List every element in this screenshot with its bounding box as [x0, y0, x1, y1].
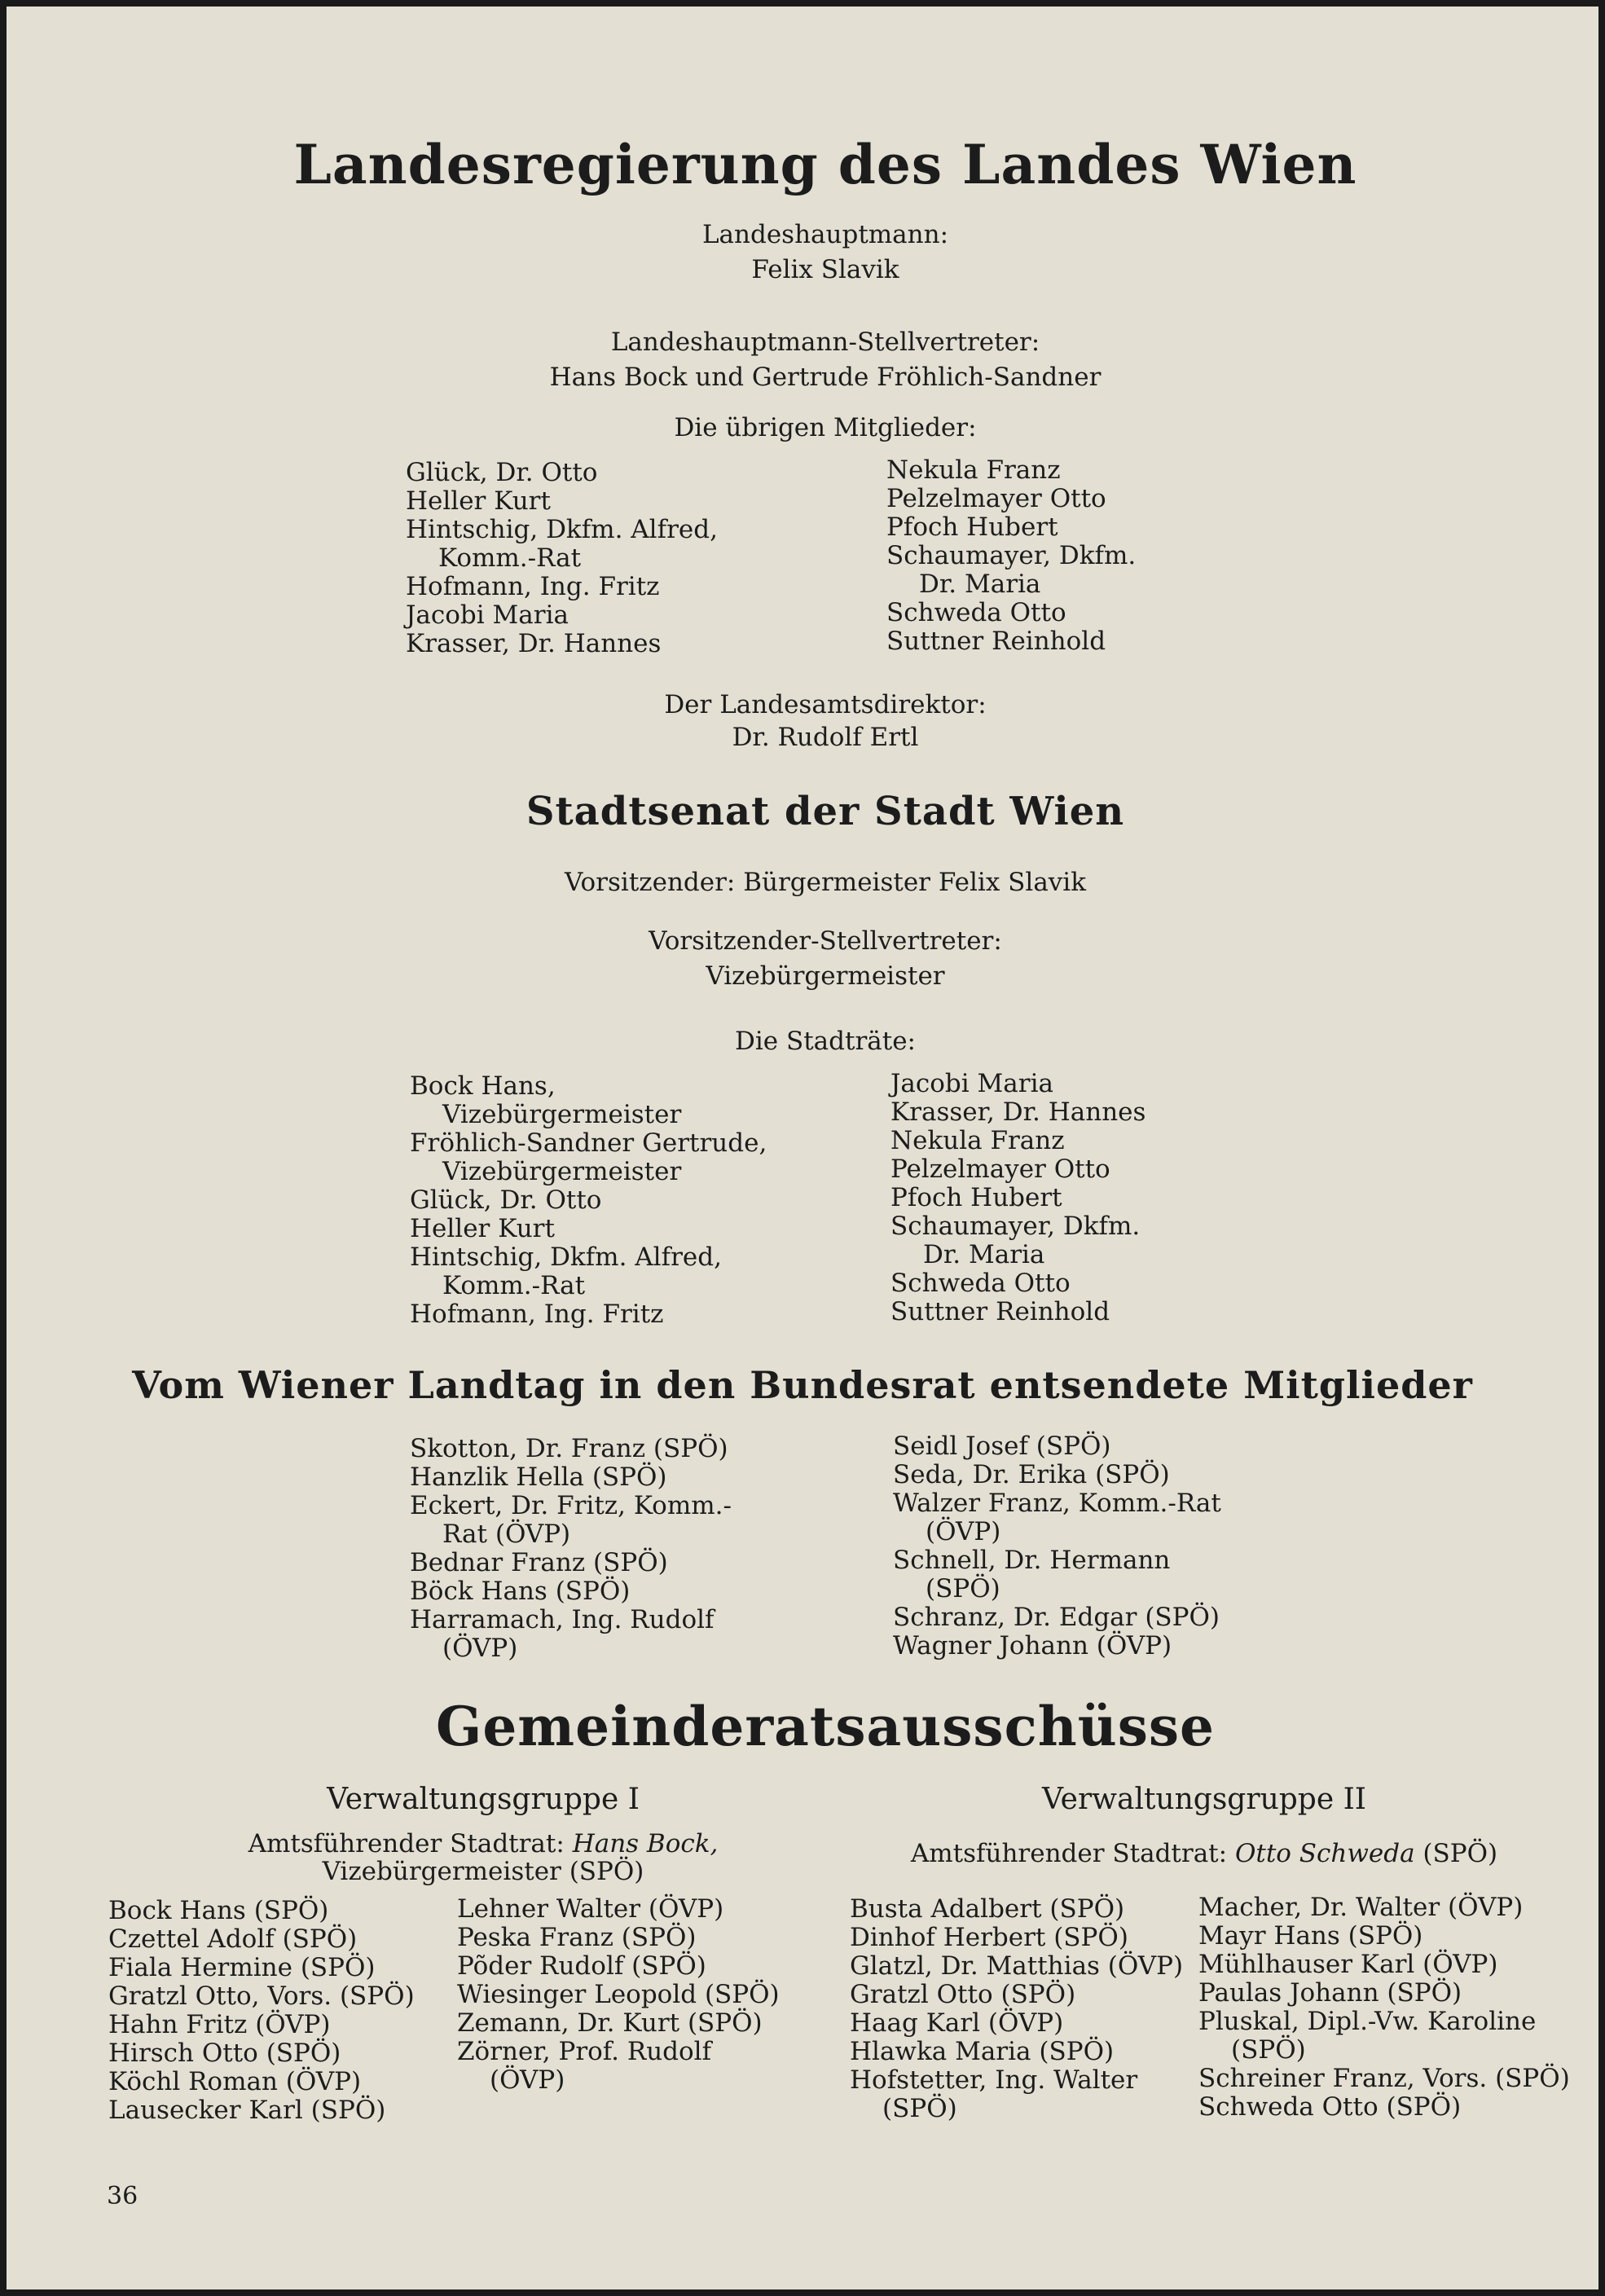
group1-title: Verwaltungsgruppe I	[327, 1783, 640, 1816]
list-item: Skotton, Dr. Franz (SPÖ)	[410, 1434, 728, 1463]
list-item: Pfoch Hubert	[890, 1183, 1062, 1212]
stadtsenat-vice-label: Vorsitzender-Stellvertreter:	[649, 926, 1002, 956]
list-item: (SPÖ)	[926, 1574, 1000, 1603]
list-item: (ÖVP)	[926, 1517, 1001, 1546]
list-item: Czettel Adolf (SPÖ)	[108, 1924, 358, 1954]
list-item: Köchl Roman (ÖVP)	[108, 2067, 362, 2096]
group1-lead-name: Hans Bock,	[572, 1829, 719, 1858]
title-stadtsenat: Stadtsenat der Stadt Wien	[525, 789, 1125, 834]
list-item: Paulas Johann (SPÖ)	[1198, 1978, 1462, 2008]
list-item: Schweda Otto	[890, 1269, 1071, 1298]
list-item: Dr. Maria	[923, 1240, 1045, 1269]
list-item: Rat (ÖVP)	[442, 1520, 571, 1549]
list-item: Hirsch Otto (SPÖ)	[108, 2039, 341, 2068]
list-item: Hintschig, Dkfm. Alfred,	[410, 1243, 722, 1272]
group1-lead-line2: Vizebürgermeister (SPÖ)	[322, 1857, 644, 1886]
list-item: Glatzl, Dr. Matthias (ÖVP)	[850, 1951, 1184, 1981]
list-item: Pelzelmayer Otto	[890, 1155, 1110, 1184]
title-bundesrat: Vom Wiener Landtag in den Bundesrat entsendete Mitglieder	[132, 1363, 1473, 1407]
list-item: Hofmann, Ing. Fritz	[410, 1300, 664, 1329]
group2-lead-name: Otto Schweda	[1234, 1839, 1415, 1868]
list-item: Põder Rudolf (SPÖ)	[457, 1951, 706, 1981]
list-item: Pfoch Hubert	[886, 512, 1058, 542]
list-item: Seda, Dr. Erika (SPÖ)	[893, 1460, 1170, 1489]
list-item: Lehner Walter (ÖVP)	[457, 1894, 724, 1924]
list-item: Walzer Franz, Komm.-Rat	[893, 1489, 1221, 1518]
list-item: Pluskal, Dipl.-Vw. Karoline	[1198, 2007, 1537, 2036]
bundesrat-members-left	[410, 1435, 732, 1663]
list-item: Schaumayer, Dkfm.	[890, 1212, 1141, 1241]
list-item: (ÖVP)	[442, 1634, 518, 1663]
group2-members-col1	[850, 1895, 1183, 2123]
landeshauptmann-label: Landeshauptmann:	[701, 220, 949, 249]
list-item: Gratzl Otto, Vors. (SPÖ)	[108, 1982, 415, 2011]
list-item: Wagner Johann (ÖVP)	[893, 1631, 1172, 1660]
landeshauptmann-name: Felix Slavik	[751, 255, 899, 284]
list-item: Hanzlik Hella (SPÖ)	[410, 1462, 667, 1492]
group2-lead-prefix: Amtsführender Stadtrat:	[910, 1839, 1235, 1868]
list-item: Komm.-Rat	[438, 543, 582, 573]
list-item: (SPÖ)	[1231, 2035, 1306, 2065]
list-item: Komm.-Rat	[442, 1271, 586, 1300]
list-item: Lausecker Karl (SPÖ)	[108, 2096, 386, 2125]
list-item: (SPÖ)	[882, 2094, 957, 2123]
bundesrat-members-right	[893, 1432, 1221, 1660]
list-item: Nekula Franz	[886, 455, 1061, 485]
list-item: Zörner, Prof. Rudolf	[457, 2037, 712, 2066]
landeshauptmann-stv-label: Landeshauptmann-Stellvertreter:	[610, 328, 1040, 357]
list-item: Krasser, Dr. Hannes	[406, 629, 662, 658]
list-item: Peska Franz (SPÖ)	[457, 1923, 697, 1952]
list-item: Hahn Fritz (ÖVP)	[108, 2010, 331, 2039]
group1-lead	[153, 1830, 813, 1858]
stadtsenat-chair: Vorsitzender: Bürgermeister Felix Slavik	[564, 868, 1087, 897]
list-item: Fiala Hermine (SPÖ)	[108, 1953, 376, 1982]
list-item: Krasser, Dr. Hannes	[890, 1097, 1146, 1127]
list-item: Gratzl Otto (SPÖ)	[850, 1980, 1076, 2009]
list-item: Busta Adalbert (SPÖ)	[850, 1894, 1125, 1924]
list-item: Zemann, Dr. Kurt (SPÖ)	[457, 2008, 763, 2038]
list-item: Vizebürgermeister	[442, 1100, 682, 1129]
list-item: Suttner Reinhold	[890, 1297, 1110, 1326]
group1-members-col2	[457, 1895, 780, 2095]
list-item: Dinhof Herbert (SPÖ)	[850, 1923, 1128, 1952]
members-label: Die übrigen Mitglieder:	[674, 413, 977, 442]
list-item: Haag Karl (ÖVP)	[850, 2008, 1064, 2038]
list-item: Hintschig, Dkfm. Alfred,	[406, 515, 718, 544]
list-item: Dr. Maria	[919, 570, 1041, 599]
landesregierung-members-right	[886, 456, 1136, 656]
title-landesregierung: Landesregierung des Landes Wien	[293, 133, 1357, 196]
list-item: Glück, Dr. Otto	[410, 1185, 602, 1215]
list-item: Schweda Otto (SPÖ)	[1198, 2092, 1462, 2122]
stadtsenat-members-left	[410, 1072, 767, 1329]
list-item: (ÖVP)	[490, 2065, 565, 2095]
list-item: Schranz, Dr. Edgar (SPÖ)	[893, 1603, 1220, 1632]
list-item: Hlawka Maria (SPÖ)	[850, 2037, 1115, 2066]
list-item: Jacobi Maria	[890, 1069, 1053, 1098]
list-item: Pelzelmayer Otto	[886, 484, 1106, 513]
director-name: Dr. Rudolf Ertl	[732, 723, 919, 752]
list-item: Böck Hans (SPÖ)	[410, 1577, 631, 1606]
landesregierung-members-left	[406, 459, 718, 658]
group2-title: Verwaltungsgruppe II	[1041, 1783, 1367, 1816]
list-item: Glück, Dr. Otto	[406, 458, 598, 487]
list-item: Macher, Dr. Walter (ÖVP)	[1198, 1893, 1524, 1922]
stadtraete-label: Die Stadträte:	[735, 1027, 916, 1056]
group2-members-col2	[1198, 1894, 1570, 2122]
list-item: Heller Kurt	[406, 486, 551, 516]
list-item: Seidl Josef (SPÖ)	[893, 1432, 1111, 1461]
list-item: Bock Hans,	[410, 1071, 556, 1101]
list-item: Schreiner Franz, Vors. (SPÖ)	[1198, 2064, 1570, 2093]
director-label: Der Landesamtsdirektor:	[664, 690, 987, 719]
list-item: Bednar Franz (SPÖ)	[410, 1548, 668, 1577]
group2-lead	[854, 1840, 1554, 1868]
landeshauptmann-stv-names: Hans Bock und Gertrude Fröhlich-Sandner	[549, 363, 1102, 392]
list-item: Mayr Hans (SPÖ)	[1198, 1921, 1423, 1951]
list-item: Schweda Otto	[886, 598, 1066, 627]
list-item: Heller Kurt	[410, 1214, 555, 1243]
title-ausschuesse: Gemeinderatsausschüsse	[435, 1695, 1216, 1758]
group1-lead-prefix: Amtsführender Stadtrat:	[248, 1829, 573, 1858]
document-page	[7, 7, 1598, 2289]
page-number: 36	[107, 2182, 139, 2210]
list-item: Wiesinger Leopold (SPÖ)	[457, 1980, 780, 2009]
list-item: Nekula Franz	[890, 1126, 1065, 1155]
group1-members-col1	[108, 1897, 415, 2125]
list-item: Eckert, Dr. Fritz, Komm.-	[410, 1491, 732, 1520]
group2-lead-suffix: (SPÖ)	[1414, 1839, 1498, 1868]
list-item: Hofstetter, Ing. Walter	[850, 2065, 1138, 2095]
stadtsenat-vice-value: Vizebürgermeister	[706, 961, 945, 991]
stadtsenat-members-right	[890, 1070, 1145, 1326]
list-item: Schnell, Dr. Hermann	[893, 1546, 1171, 1575]
list-item: Schaumayer, Dkfm.	[886, 541, 1137, 570]
list-item: Bock Hans (SPÖ)	[108, 1896, 329, 1925]
list-item: Hofmann, Ing. Fritz	[406, 572, 660, 601]
list-item: Fröhlich-Sandner Gertrude,	[410, 1128, 767, 1158]
list-item: Harramach, Ing. Rudolf	[410, 1605, 715, 1634]
list-item: Mühlhauser Karl (ÖVP)	[1198, 1950, 1498, 1979]
list-item: Vizebürgermeister	[442, 1157, 682, 1186]
list-item: Suttner Reinhold	[886, 627, 1106, 656]
list-item: Jacobi Maria	[406, 600, 569, 630]
